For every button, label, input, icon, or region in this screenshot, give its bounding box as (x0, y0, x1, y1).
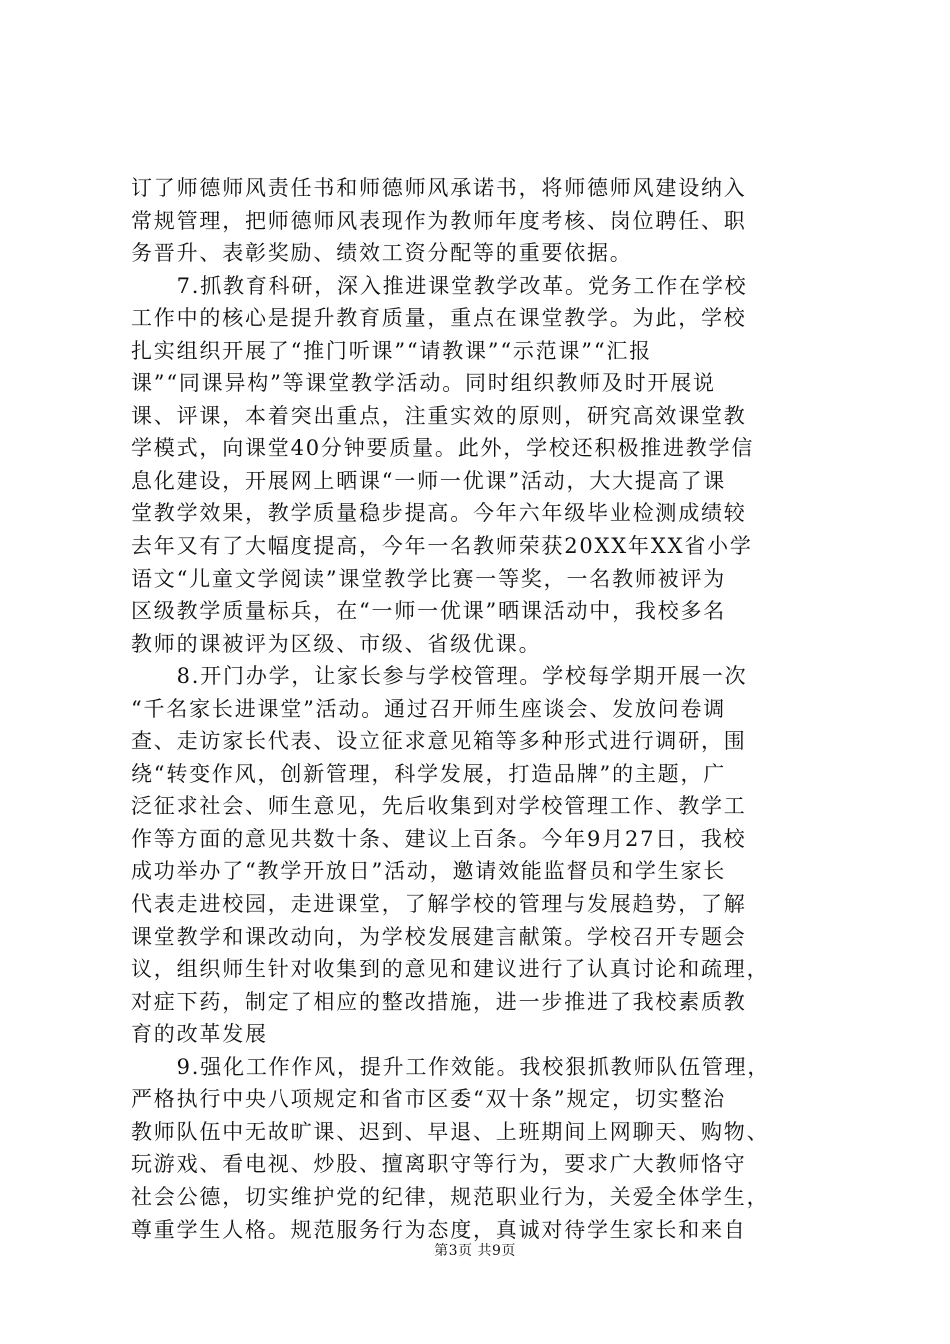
text-line: 去年又有了大幅度提高，今年一名教师荣获20XX年XX省小学 (131, 534, 753, 559)
text-line: 严格执行中央八项规定和省市区委“双十条”规定，切实整治 (131, 1087, 727, 1112)
text-line: 订了师德师风责任书和师德师风承诺书，将师德师风建设纳入 (131, 176, 747, 200)
text-line: 对症下药，制定了相应的整改措施，进一步推进了我校素质教 (131, 989, 747, 1014)
text-line: 泛征求社会、师生意见，先后收集到对学校管理工作、教学工 (131, 794, 747, 819)
page-footer (0, 1240, 950, 1260)
text-line: 育的改革发展 (131, 1022, 268, 1047)
text-line: 语文“儿童文学阅读”课堂教学比赛一等奖，一名教师被评为 (131, 566, 727, 591)
text-line: 务晋升、表彰奖励、绩效工资分配等的重要依据。 (131, 241, 633, 266)
text-line: 教师队伍中无故旷课、迟到、早退、上班期间上网聊天、购物、 (131, 1119, 770, 1144)
text-line: 绕“转变作风，创新管理，科学发展，打造品牌”的主题，广 (131, 761, 727, 786)
document-body (131, 172, 825, 1246)
text-line: 尊重学生人格。规范服务行为态度，真诚对待学生家长和来自 (131, 1217, 747, 1242)
text-line: 7.抓教育科研，深入推进课堂教学改革。党务工作在学校 (131, 273, 748, 298)
text-line: 堂教学效果，教学质量稳步提高。今年六年级毕业检测成绩较 (131, 501, 747, 526)
text-line: “千名家长进课堂”活动。通过召开师生座谈会、发放问卷调 (131, 696, 727, 721)
text-line: 课”“同课异构”等课堂教学活动。同时组织教师及时开展说 (131, 371, 716, 396)
text-line: 息化建设，开展网上晒课“一师一优课”活动，大大提高了课 (131, 468, 727, 493)
text-line: 议，组织师生针对收集到的意见和建议进行了认真讨论和疏理， (131, 957, 770, 982)
text-line: 作等方面的意见共数十条、建议上百条。今年9月27日，我校 (131, 826, 747, 851)
text-line: 9.强化工作作风，提升工作效能。我校狠抓教师队伍管理， (131, 1054, 771, 1079)
text-line: 扎实组织开展了“推门听课”“请教课”“示范课”“汇报 (131, 338, 652, 363)
text-line: 区级教学质量标兵，在“一师一优课”晒课活动中，我校多名 (131, 599, 727, 624)
text-line: 社会公德，切实维护党的纪律，规范职业行为，关爱全体学生， (131, 1184, 770, 1209)
text-line: 课、评课，本着突出重点，注重实效的原则，研究高效课堂教 (131, 403, 747, 428)
text-line: 常规管理，把师德师风表现作为教师年度考核、岗位聘任、职 (131, 208, 747, 233)
text-line: 玩游戏、看电视、炒股、擅离职守等行为，要求广大教师恪守 (131, 1152, 747, 1177)
text-line: 工作中的核心是提升教育质量，重点在课堂教学。为此，学校 (131, 306, 747, 331)
text-line: 教师的课被评为区级、市级、省级优课。 (131, 631, 542, 656)
page-number-label: 第3页 共9页 (434, 1243, 516, 1259)
text-line: 代表走进校园，走进课堂，了解学校的管理与发展趋势，了解 (131, 892, 747, 917)
text-line: 8.开门办学，让家长参与学校管理。学校每学期开展一次 (131, 664, 748, 689)
text-line: 成功举办了“教学开放日”活动，邀请效能监督员和学生家长 (131, 859, 727, 884)
text-line: 学模式，向课堂40分钟要质量。此外，学校还积极推进教学信 (131, 436, 755, 461)
text-line: 课堂教学和课改动向，为学校发展建言献策。学校召开专题会 (131, 924, 747, 949)
text-line: 查、走访家长代表、设立征求意见箱等多种形式进行调研，围 (131, 729, 747, 754)
